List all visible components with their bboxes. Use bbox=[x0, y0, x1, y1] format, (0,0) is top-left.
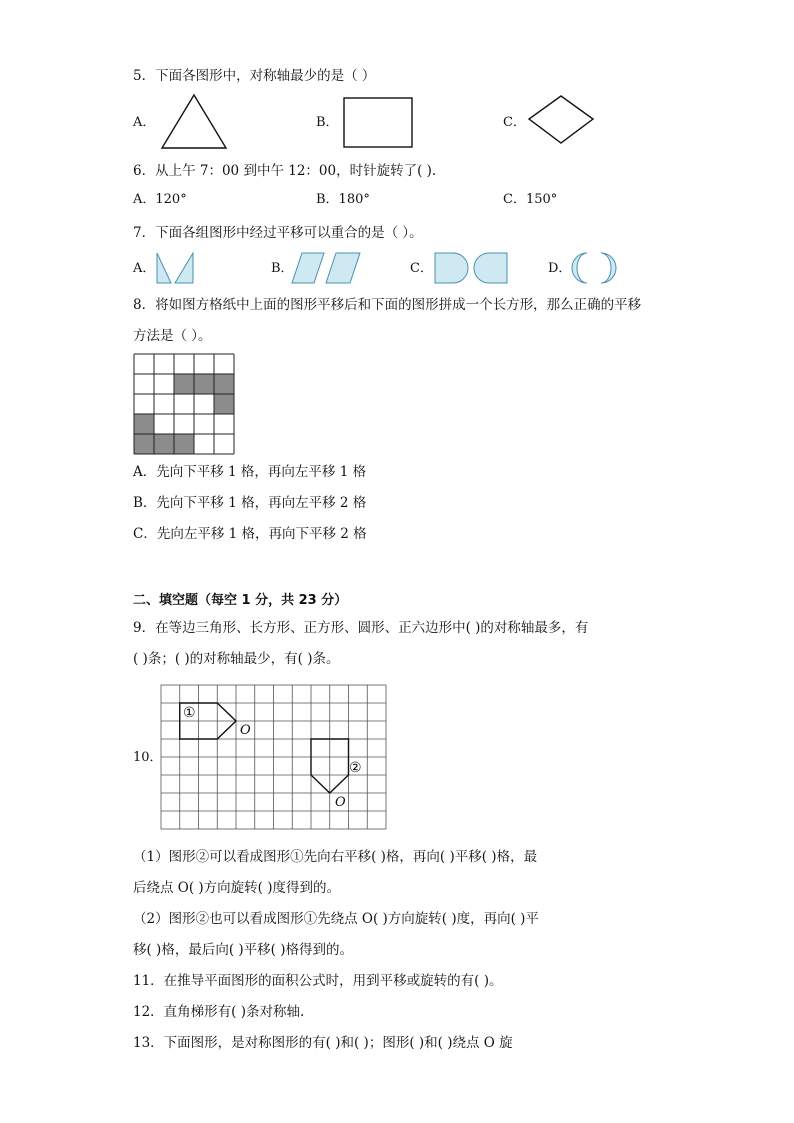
q9-line1: 9．在等边三角形、长方形、正方形、圆形、正六边形中( )的对称轴最多，有 bbox=[133, 620, 589, 636]
q9-line2: ( )条；( )的对称轴最少，有( )条。 bbox=[133, 651, 340, 667]
shaded-cell bbox=[134, 434, 154, 454]
rhombus-icon bbox=[527, 95, 595, 145]
shaded-cell bbox=[214, 394, 234, 414]
q6-stem: 6．从上午 7：00 到中午 12：00，时针旋转了( ). bbox=[133, 163, 437, 179]
q8-option-b: B．先向下平移 1 格，再向左平移 2 格 bbox=[133, 495, 367, 511]
q5-stem: 5．下面各图形中，对称轴最少的是（ ） bbox=[133, 68, 376, 84]
q7-option-a-label: A． bbox=[133, 261, 156, 276]
q7-option-d-label: D． bbox=[548, 261, 572, 276]
q8-option-c: C．先向左平移 1 格，再向下平移 2 格 bbox=[133, 526, 367, 542]
q7-option-c-label: C． bbox=[410, 261, 433, 276]
q8-option-a: A．先向下平移 1 格，再向左平移 1 格 bbox=[133, 464, 367, 480]
q10-number: 10． bbox=[133, 750, 163, 765]
q12-stem: 12．直角梯形有( )条对称轴. bbox=[133, 1004, 305, 1020]
q8-grid-figure bbox=[133, 353, 235, 455]
shape-1-label: ① bbox=[183, 705, 196, 721]
section-title-fill-in: 二、填空题（每空 1 分，共 23 分） bbox=[133, 593, 348, 608]
crescents-icon bbox=[569, 251, 621, 285]
shaded-cell bbox=[214, 374, 234, 394]
q5-option-a-label: A． bbox=[133, 115, 156, 130]
q8-stem-line2: 方法是（ ）。 bbox=[133, 328, 212, 344]
q7-stem: 7．下面各组图形中经过平移可以重合的是（ ）。 bbox=[133, 225, 423, 241]
parallelograms-icon bbox=[292, 251, 364, 285]
q5-option-c-label: C． bbox=[503, 115, 526, 130]
shaded-cell bbox=[194, 374, 214, 394]
q10-part1-line2: 后绕点 O( )方向旋转( )度得到的。 bbox=[133, 880, 341, 896]
shape-2-label: ② bbox=[349, 760, 362, 776]
shaded-cell bbox=[154, 434, 174, 454]
q10-part2-line2: 移( )格，最后向( )平移( )格得到的。 bbox=[133, 942, 353, 958]
q10-part2-line1: （2）图形②也可以看成图形①先绕点 O( )方向旋转( )度，再向( )平 bbox=[133, 911, 539, 927]
q8-stem-line1: 8．将如图方格纸中上面的图形平移后和下面的图形拼成一个长方形，那么正确的平移 bbox=[133, 297, 642, 313]
shaded-cell bbox=[174, 434, 194, 454]
rectangle-icon bbox=[343, 96, 413, 148]
point-o-label-2: O bbox=[335, 795, 346, 810]
q5-option-b-label: B． bbox=[316, 115, 339, 130]
triangle-icon bbox=[160, 93, 228, 151]
half-round-shapes-icon bbox=[433, 251, 511, 285]
q6-option-c: C．150° bbox=[503, 192, 558, 207]
q13-stem: 13．下面图形，是对称图形的有( )和( )；图形( )和( )绕点 O 旋 bbox=[133, 1035, 513, 1051]
shaded-cell bbox=[134, 414, 154, 434]
q10-part1-line1: （1）图形②可以看成图形①先向右平移( )格，再向( )平移( )格，最 bbox=[133, 849, 538, 865]
q6-option-b: B．180° bbox=[316, 192, 370, 207]
mirrored-trapezoids-icon bbox=[155, 251, 199, 285]
point-o-label-1: O bbox=[240, 723, 251, 738]
shaded-cell bbox=[174, 374, 194, 394]
q7-option-b-label: B． bbox=[271, 261, 294, 276]
q11-stem: 11．在推导平面图形的面积公式时，用到平移或旋转的有( )。 bbox=[133, 973, 503, 989]
q6-option-a: A．120° bbox=[133, 192, 187, 207]
